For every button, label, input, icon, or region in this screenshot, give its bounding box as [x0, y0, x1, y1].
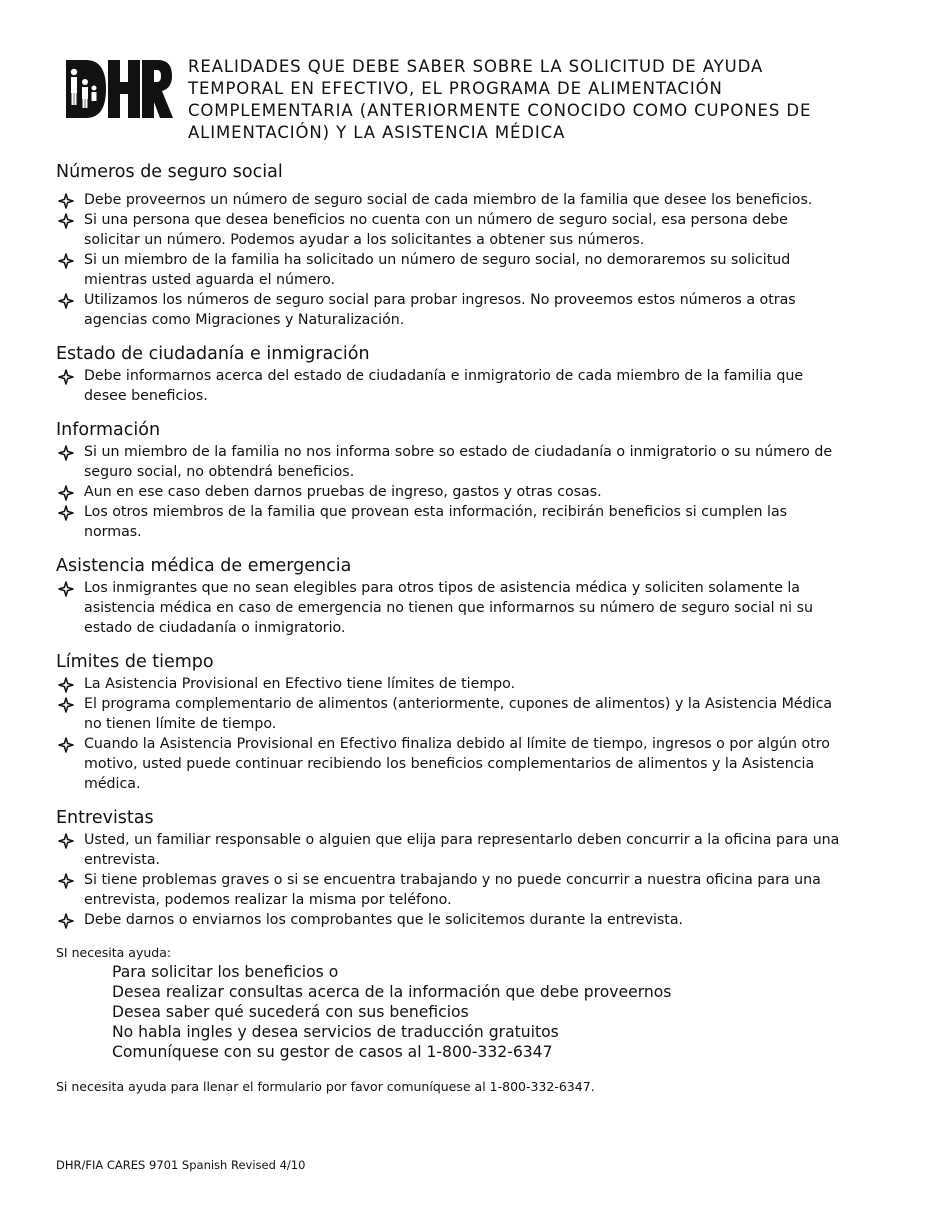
bullet-text: Los otros miembros de la familia que provean esta información, recibirán beneficios si cumplen las	[84, 504, 788, 520]
bullet-list	[56, 190, 896, 330]
bullet-text: desee beneficios.	[84, 388, 208, 404]
bullet-text: Si un miembro de la familia ha solicitado un número de seguro social, no demoraremos su solicitud	[84, 252, 791, 268]
bullet-text: motivo, usted puede continuar recibiendo los beneficios complementarios de alimentos y la Asistencia	[84, 756, 815, 772]
bullet-item	[56, 366, 896, 406]
bullet-text: Si una persona que desea beneficios no cuenta con un número de seguro social, esa persona debe	[84, 212, 788, 228]
bullet-star-icon	[58, 581, 74, 597]
bullet-star-icon	[58, 697, 74, 713]
bullet-list	[56, 366, 896, 406]
section-information	[56, 418, 896, 542]
bullet-item	[56, 250, 896, 290]
bullet-text: solicitar un número. Podemos ayudar a los solicitantes a obtener sus números.	[84, 232, 645, 248]
section-interviews	[56, 806, 896, 930]
bullet-text: estado de ciudadanía o inmigratorio.	[84, 620, 346, 636]
help-list	[112, 962, 896, 1062]
bullet-star-icon	[58, 369, 74, 385]
section-heading: Límites de tiempo	[56, 652, 214, 672]
bullet-star-icon	[58, 445, 74, 461]
bullet-list	[56, 578, 896, 638]
bullet-text: Usted, un familiar responsable o alguien que elija para representarlo deben concurrir a la oficina para una	[84, 832, 840, 848]
help-line: Para solicitar los beneficios o	[112, 963, 339, 981]
bullet-text: Debe darnos o enviarnos los comprobantes que le solicitemos durante la entrevista.	[84, 912, 684, 928]
bullet-star-icon	[58, 213, 74, 229]
bullet-star-icon	[58, 833, 74, 849]
bullet-text: seguro social, no obtendrá beneficios.	[84, 464, 355, 480]
bullet-star-icon	[58, 293, 74, 309]
bullet-list	[56, 830, 896, 930]
bullet-item	[56, 694, 896, 734]
bullet-item	[56, 674, 896, 694]
bullet-star-icon	[58, 193, 74, 209]
document-title	[188, 56, 868, 144]
bullet-text: La Asistencia Provisional en Efectivo tiene límites de tiempo.	[84, 676, 516, 692]
form-id-footer: DHR/FIA CARES 9701 Spanish Revised 4/10	[56, 1158, 306, 1172]
title-line: REALIDADES QUE DEBE SABER SOBRE LA SOLICITUD DE AYUDA	[188, 57, 764, 76]
help-line: No habla ingles y desea servicios de traducción gratuitos	[112, 1023, 559, 1041]
title-line: ALIMENTACIÓN) Y LA ASISTENCIA MÉDICA	[188, 123, 566, 142]
bullet-item	[56, 442, 896, 482]
bullet-star-icon	[58, 737, 74, 753]
form-help-note: Si necesita ayuda para llenar el formulario por favor comuníquese al 1-800-332-6347.	[56, 1079, 595, 1094]
bullet-text: Utilizamos los números de seguro social para probar ingresos. No proveemos estos números a otras	[84, 292, 796, 308]
bullet-text: mientras usted aguarda el número.	[84, 272, 336, 288]
bullet-text: no tienen límite de tiempo.	[84, 716, 277, 732]
bullet-item	[56, 482, 896, 502]
help-intro: SI necesita ayuda:	[56, 945, 172, 960]
section-time-limits	[56, 650, 896, 794]
title-line: TEMPORAL EN EFECTIVO, EL PROGRAMA DE ALIMENTACIÓN	[188, 79, 723, 98]
section-social-security-numbers	[56, 160, 896, 330]
help-line: Desea realizar consultas acerca de la información que debe proveernos	[112, 983, 672, 1001]
bullet-item	[56, 578, 896, 638]
bullet-text: Debe proveernos un número de seguro social de cada miembro de la familia que desee los beneficios.	[84, 192, 813, 208]
bullet-item	[56, 290, 896, 330]
bullet-item	[56, 502, 896, 542]
section-emergency-medical	[56, 554, 896, 638]
section-heading: Números de seguro social	[56, 162, 283, 182]
document-body	[56, 160, 896, 1096]
bullet-item	[56, 910, 896, 930]
bullet-text: Si tiene problemas graves o si se encuentra trabajando y no puede concurrir a nuestra oficina para una	[84, 872, 821, 888]
bullet-text: Los inmigrantes que no sean elegibles para otros tipos de asistencia médica y soliciten solamente la	[84, 580, 800, 596]
bullet-item	[56, 870, 896, 910]
bullet-text: médica.	[84, 776, 141, 792]
bullet-list	[56, 442, 896, 542]
bullet-text: El programa complementario de alimentos (anteriormente, cupones de alimentos) y la Asistencia Médica	[84, 696, 833, 712]
bullet-text: entrevista.	[84, 852, 161, 868]
section-citizenship-immigration	[56, 342, 896, 406]
section-heading: Estado de ciudadanía e inmigración	[56, 344, 370, 364]
bullet-text: normas.	[84, 524, 142, 540]
bullet-star-icon	[58, 505, 74, 521]
section-heading: Entrevistas	[56, 808, 154, 828]
bullet-item	[56, 734, 896, 794]
bullet-text: Si un miembro de la familia no nos informa sobre so estado de ciudadanía o inmigratorio o su número de	[84, 444, 833, 460]
help-line: Desea saber qué sucederá con sus beneficios	[112, 1003, 469, 1021]
bullet-item	[56, 830, 896, 870]
bullet-star-icon	[58, 873, 74, 889]
bullet-text: asistencia médica en caso de emergencia no tienen que informarnos su número de seguro social ni su	[84, 600, 813, 616]
bullet-item	[56, 210, 896, 250]
bullet-text: Debe informarnos acerca del estado de ciudadanía e inmigratorio de cada miembro de la familia que	[84, 368, 804, 384]
bullet-text: entrevista, podemos realizar la misma por teléfono.	[84, 892, 452, 908]
section-heading: Información	[56, 420, 161, 440]
bullet-star-icon	[58, 253, 74, 269]
help-line: Comuníquese con su gestor de casos al 1-800-332-6347	[112, 1043, 553, 1061]
bullet-text: Cuando la Asistencia Provisional en Efectivo finaliza debido al límite de tiempo, ingresos o por algún otro	[84, 736, 830, 752]
dhr-logo	[64, 58, 174, 120]
section-heading: Asistencia médica de emergencia	[56, 556, 352, 576]
bullet-star-icon	[58, 485, 74, 501]
bullet-star-icon	[58, 913, 74, 929]
bullet-list	[56, 674, 896, 794]
bullet-text: Aun en ese caso deben darnos pruebas de ingreso, gastos y otras cosas.	[84, 484, 602, 500]
title-line: COMPLEMENTARIA (ANTERIORMENTE CONOCIDO COMO CUPONES DE	[188, 101, 812, 120]
bullet-star-icon	[58, 677, 74, 693]
bullet-text: agencias como Migraciones y Naturalización.	[84, 312, 405, 328]
bullet-item	[56, 190, 896, 210]
